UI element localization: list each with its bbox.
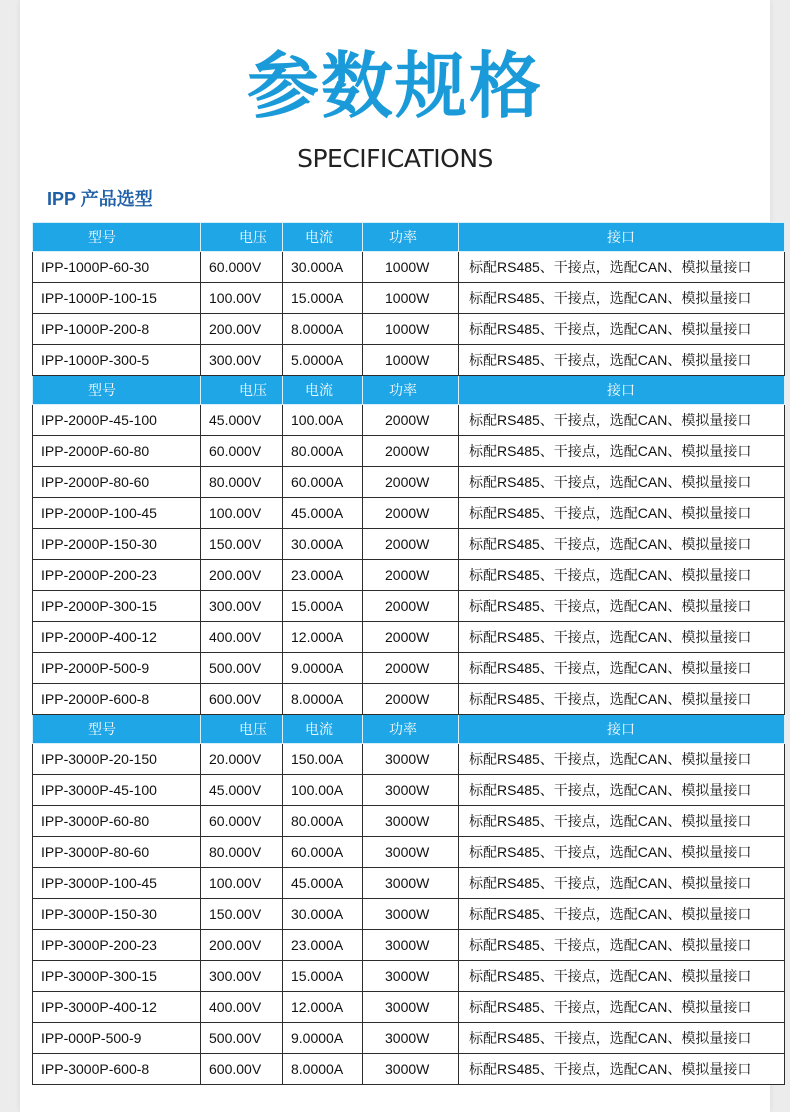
- interface-cell: 标配RS485、干接点，选配CAN、模拟量接口: [459, 560, 785, 591]
- model-cell: IPP-2000P-600-8: [33, 684, 201, 715]
- current-cell: 30.000A: [283, 529, 363, 560]
- header-voltage: 电压: [201, 223, 283, 252]
- interface-cell: 标配RS485、干接点，选配CAN、模拟量接口: [459, 283, 785, 314]
- header-model: 型号: [33, 223, 201, 252]
- table-row: [33, 775, 785, 806]
- table-row: [33, 806, 785, 837]
- voltage-cell: 150.00V: [201, 899, 283, 930]
- interface-cell: 标配RS485、干接点，选配CAN、模拟量接口: [459, 622, 785, 653]
- current-cell: 9.0000A: [283, 653, 363, 684]
- current-cell: 5.0000A: [283, 345, 363, 376]
- model-cell: IPP-000P-500-9: [33, 1023, 201, 1054]
- interface-cell: 标配RS485、干接点，选配CAN、模拟量接口: [459, 806, 785, 837]
- power-cell: 2000W: [363, 591, 459, 622]
- table-row: [33, 653, 785, 684]
- table-row: [33, 498, 785, 529]
- model-cell: IPP-2000P-80-60: [33, 467, 201, 498]
- power-cell: 3000W: [363, 837, 459, 868]
- power-cell: 1000W: [363, 345, 459, 376]
- page-subtitle: SPECIFICATIONS: [297, 144, 493, 173]
- power-cell: 2000W: [363, 467, 459, 498]
- interface-cell: 标配RS485、干接点，选配CAN、模拟量接口: [459, 961, 785, 992]
- interface-cell: 标配RS485、干接点，选配CAN、模拟量接口: [459, 1054, 785, 1085]
- voltage-cell: 600.00V: [201, 684, 283, 715]
- voltage-cell: 60.000V: [201, 252, 283, 283]
- power-cell: 3000W: [363, 868, 459, 899]
- voltage-cell: 500.00V: [201, 653, 283, 684]
- current-cell: 12.000A: [283, 622, 363, 653]
- voltage-cell: 500.00V: [201, 1023, 283, 1054]
- model-cell: IPP-3000P-150-30: [33, 899, 201, 930]
- voltage-cell: 80.000V: [201, 837, 283, 868]
- power-cell: 3000W: [363, 899, 459, 930]
- header-voltage: 电压: [201, 376, 283, 405]
- table-row: [33, 961, 785, 992]
- table-row: [33, 467, 785, 498]
- power-cell: 3000W: [363, 961, 459, 992]
- interface-cell: 标配RS485、干接点，选配CAN、模拟量接口: [459, 252, 785, 283]
- current-cell: 45.000A: [283, 498, 363, 529]
- table-row: [33, 744, 785, 775]
- power-cell: 3000W: [363, 930, 459, 961]
- table-row: [33, 283, 785, 314]
- power-cell: 3000W: [363, 775, 459, 806]
- voltage-cell: 400.00V: [201, 622, 283, 653]
- voltage-cell: 300.00V: [201, 345, 283, 376]
- spec-page: [20, 0, 770, 1112]
- current-cell: 15.000A: [283, 591, 363, 622]
- section-label: IPP 产品选型: [47, 189, 153, 209]
- voltage-cell: 400.00V: [201, 992, 283, 1023]
- header-interface: 接口: [459, 715, 785, 744]
- table-header-row: [33, 715, 785, 744]
- power-cell: 3000W: [363, 1054, 459, 1085]
- table-row: [33, 992, 785, 1023]
- interface-cell: 标配RS485、干接点，选配CAN、模拟量接口: [459, 744, 785, 775]
- table-row: [33, 1054, 785, 1085]
- voltage-cell: 300.00V: [201, 961, 283, 992]
- interface-cell: 标配RS485、干接点，选配CAN、模拟量接口: [459, 529, 785, 560]
- interface-cell: 标配RS485、干接点，选配CAN、模拟量接口: [459, 653, 785, 684]
- header-power: 功率: [363, 223, 459, 252]
- table-row: [33, 405, 785, 436]
- interface-cell: 标配RS485、干接点，选配CAN、模拟量接口: [459, 467, 785, 498]
- table-row: [33, 684, 785, 715]
- voltage-cell: 100.00V: [201, 498, 283, 529]
- model-cell: IPP-2000P-200-23: [33, 560, 201, 591]
- voltage-cell: 200.00V: [201, 314, 283, 345]
- model-cell: IPP-3000P-600-8: [33, 1054, 201, 1085]
- model-cell: IPP-2000P-400-12: [33, 622, 201, 653]
- interface-cell: 标配RS485、干接点，选配CAN、模拟量接口: [459, 436, 785, 467]
- interface-cell: 标配RS485、干接点，选配CAN、模拟量接口: [459, 498, 785, 529]
- current-cell: 60.000A: [283, 837, 363, 868]
- table-row: [33, 868, 785, 899]
- header-power: 功率: [363, 715, 459, 744]
- interface-cell: 标配RS485、干接点，选配CAN、模拟量接口: [459, 684, 785, 715]
- table-row: [33, 252, 785, 283]
- current-cell: 23.000A: [283, 560, 363, 591]
- model-cell: IPP-2000P-60-80: [33, 436, 201, 467]
- header-current: 电流: [283, 715, 363, 744]
- table-header-row: [33, 223, 785, 252]
- header-interface: 接口: [459, 223, 785, 252]
- power-cell: 2000W: [363, 622, 459, 653]
- header-current: 电流: [283, 223, 363, 252]
- table-row: [33, 622, 785, 653]
- current-cell: 15.000A: [283, 961, 363, 992]
- interface-cell: 标配RS485、干接点，选配CAN、模拟量接口: [459, 992, 785, 1023]
- current-cell: 30.000A: [283, 899, 363, 930]
- voltage-cell: 200.00V: [201, 560, 283, 591]
- header-model: 型号: [33, 376, 201, 405]
- model-cell: IPP-3000P-300-15: [33, 961, 201, 992]
- model-cell: IPP-3000P-60-80: [33, 806, 201, 837]
- model-cell: IPP-3000P-200-23: [33, 930, 201, 961]
- interface-cell: 标配RS485、干接点，选配CAN、模拟量接口: [459, 868, 785, 899]
- header-voltage: 电压: [201, 715, 283, 744]
- voltage-cell: 80.000V: [201, 467, 283, 498]
- model-cell: IPP-1000P-300-5: [33, 345, 201, 376]
- model-cell: IPP-3000P-100-45: [33, 868, 201, 899]
- header-current: 电流: [283, 376, 363, 405]
- power-cell: 1000W: [363, 314, 459, 345]
- interface-cell: 标配RS485、干接点，选配CAN、模拟量接口: [459, 405, 785, 436]
- current-cell: 30.000A: [283, 252, 363, 283]
- current-cell: 15.000A: [283, 283, 363, 314]
- model-cell: IPP-1000P-200-8: [33, 314, 201, 345]
- table-header-row: [33, 376, 785, 405]
- power-cell: 2000W: [363, 405, 459, 436]
- power-cell: 3000W: [363, 744, 459, 775]
- power-cell: 2000W: [363, 653, 459, 684]
- model-cell: IPP-2000P-300-15: [33, 591, 201, 622]
- interface-cell: 标配RS485、干接点，选配CAN、模拟量接口: [459, 837, 785, 868]
- header-model: 型号: [33, 715, 201, 744]
- voltage-cell: 60.000V: [201, 436, 283, 467]
- table-row: [33, 837, 785, 868]
- voltage-cell: 45.000V: [201, 775, 283, 806]
- table-row: [33, 560, 785, 591]
- table-row: [33, 436, 785, 467]
- table-row: [33, 314, 785, 345]
- model-cell: IPP-3000P-400-12: [33, 992, 201, 1023]
- current-cell: 8.0000A: [283, 684, 363, 715]
- current-cell: 8.0000A: [283, 314, 363, 345]
- table-row: [33, 899, 785, 930]
- voltage-cell: 100.00V: [201, 283, 283, 314]
- interface-cell: 标配RS485、干接点，选配CAN、模拟量接口: [459, 930, 785, 961]
- model-cell: IPP-2000P-500-9: [33, 653, 201, 684]
- interface-cell: 标配RS485、干接点，选配CAN、模拟量接口: [459, 775, 785, 806]
- power-cell: 2000W: [363, 436, 459, 467]
- header-interface: 接口: [459, 376, 785, 405]
- model-cell: IPP-2000P-100-45: [33, 498, 201, 529]
- current-cell: 60.000A: [283, 467, 363, 498]
- current-cell: 9.0000A: [283, 1023, 363, 1054]
- current-cell: 45.000A: [283, 868, 363, 899]
- page-title: 参数规格: [246, 44, 543, 128]
- current-cell: 12.000A: [283, 992, 363, 1023]
- current-cell: 23.000A: [283, 930, 363, 961]
- model-cell: IPP-2000P-45-100: [33, 405, 201, 436]
- voltage-cell: 60.000V: [201, 806, 283, 837]
- model-cell: IPP-2000P-150-30: [33, 529, 201, 560]
- current-cell: 100.00A: [283, 775, 363, 806]
- power-cell: 3000W: [363, 1023, 459, 1054]
- table-row: [33, 1023, 785, 1054]
- power-cell: 2000W: [363, 684, 459, 715]
- model-cell: IPP-3000P-20-150: [33, 744, 201, 775]
- power-cell: 2000W: [363, 498, 459, 529]
- current-cell: 100.00A: [283, 405, 363, 436]
- interface-cell: 标配RS485、干接点，选配CAN、模拟量接口: [459, 1023, 785, 1054]
- model-cell: IPP-1000P-100-15: [33, 283, 201, 314]
- table-row: [33, 930, 785, 961]
- power-cell: 2000W: [363, 560, 459, 591]
- table-row: [33, 529, 785, 560]
- voltage-cell: 100.00V: [201, 868, 283, 899]
- table-row: [33, 591, 785, 622]
- power-cell: 3000W: [363, 992, 459, 1023]
- voltage-cell: 150.00V: [201, 529, 283, 560]
- voltage-cell: 20.000V: [201, 744, 283, 775]
- current-cell: 150.00A: [283, 744, 363, 775]
- model-cell: IPP-3000P-80-60: [33, 837, 201, 868]
- voltage-cell: 200.00V: [201, 930, 283, 961]
- header-power: 功率: [363, 376, 459, 405]
- current-cell: 80.000A: [283, 436, 363, 467]
- power-cell: 1000W: [363, 283, 459, 314]
- spec-table: [32, 222, 785, 1085]
- interface-cell: 标配RS485、干接点，选配CAN、模拟量接口: [459, 314, 785, 345]
- power-cell: 2000W: [363, 529, 459, 560]
- power-cell: 1000W: [363, 252, 459, 283]
- table-row: [33, 345, 785, 376]
- interface-cell: 标配RS485、干接点，选配CAN、模拟量接口: [459, 345, 785, 376]
- model-cell: IPP-1000P-60-30: [33, 252, 201, 283]
- current-cell: 80.000A: [283, 806, 363, 837]
- voltage-cell: 45.000V: [201, 405, 283, 436]
- voltage-cell: 600.00V: [201, 1054, 283, 1085]
- voltage-cell: 300.00V: [201, 591, 283, 622]
- current-cell: 8.0000A: [283, 1054, 363, 1085]
- interface-cell: 标配RS485、干接点，选配CAN、模拟量接口: [459, 591, 785, 622]
- interface-cell: 标配RS485、干接点，选配CAN、模拟量接口: [459, 899, 785, 930]
- power-cell: 3000W: [363, 806, 459, 837]
- model-cell: IPP-3000P-45-100: [33, 775, 201, 806]
